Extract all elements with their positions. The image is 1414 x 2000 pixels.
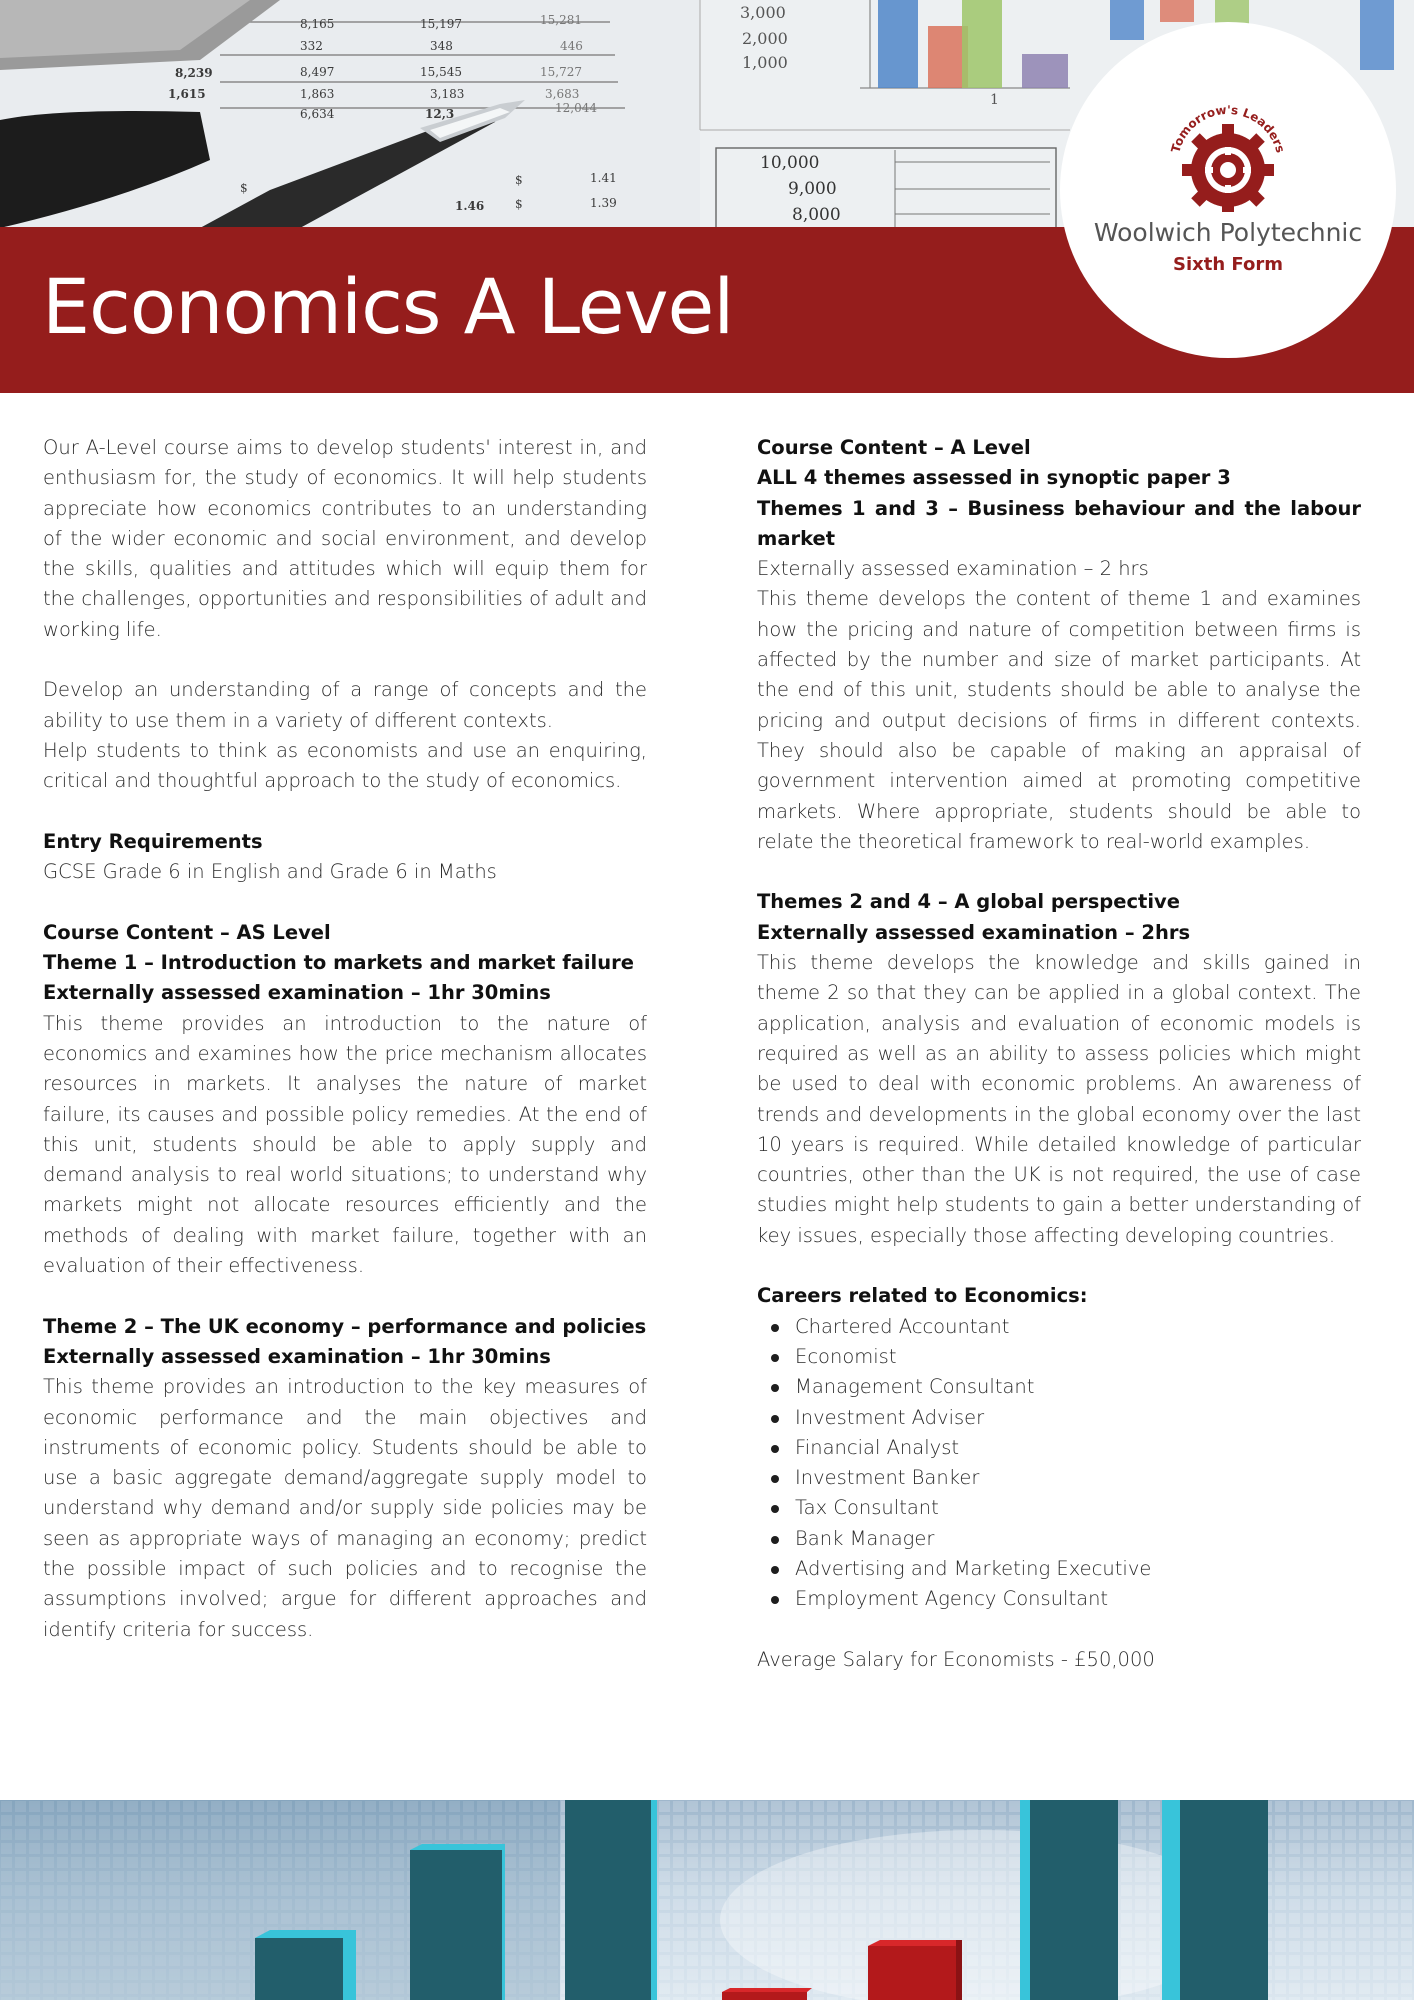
- photo-number: 3,683: [545, 87, 580, 101]
- careers-heading: Careers related to Economics:: [757, 1284, 1088, 1308]
- photo-number: 15,727: [540, 65, 582, 79]
- logo-school-name: Woolwich Polytechnic: [1093, 218, 1363, 247]
- list-item: Advertising and Marketing Executive: [795, 1554, 1361, 1584]
- photo-number: 12,3: [425, 107, 455, 121]
- photo-number: 1,863: [300, 87, 335, 101]
- a-level-heading: Course Content – A Level: [757, 436, 1031, 459]
- photo-number: $: [515, 173, 523, 187]
- intro-paragraph: Our A-Level course aims to develop students' interest in, and enthusiasm for, the study of economics. It will help students appreciate how economics contributes to an understanding of the wider economic and social environment, and develop the skills, qualities and attitudes which will equip them for the challenges, opportunities and responsibilities of adult and working life.: [43, 436, 647, 641]
- photo-number: 1: [990, 92, 999, 108]
- theme-2-description: This theme provides an introduction to the key measures of economic performance and the main objectives and instruments of economic policy. Students should be able to use a basic aggregate demand/aggregate supply model to understand why demand and/or supply side policies may be seen as appropriate ways of managing an economy; predict the possible impact of such policies and to recognise the assumptions involved; argue for different approaches and identify criteria for success.: [43, 1375, 647, 1641]
- photo-number: $: [515, 197, 523, 211]
- synoptic-paper-note: ALL 4 themes assessed in synoptic paper 3: [757, 466, 1231, 490]
- photo-number: 1.39: [590, 196, 617, 210]
- theme-2-exam: Externally assessed examination – 1hr 30mins: [43, 1344, 551, 1368]
- photo-number: 15,545: [420, 65, 462, 79]
- photo-number: 332: [300, 39, 323, 53]
- photo-number: 3,000: [740, 3, 786, 22]
- photo-number: 3,183: [430, 87, 465, 101]
- list-item: Financial Analyst: [795, 1433, 1361, 1463]
- footer-chart-image: [0, 1800, 1414, 2000]
- photo-number: 1,615: [168, 87, 206, 101]
- list-item: Management Consultant: [795, 1372, 1361, 1402]
- list-item: Tax Consultant: [795, 1493, 1361, 1523]
- list-item: Investment Banker: [795, 1463, 1361, 1493]
- school-logo: [1060, 22, 1396, 358]
- themes-1-3-description: This theme develops the content of theme 1 and examines how the pricing and nature of competition between firms is affected by the number and size of market participants. At the end of this unit, students should be able to analyse the pricing and output decisions of firms in different contexts. They should also be capable of making an appraisal of government intervention aimed at promoting competitive markets. Where appropriate, students should be able to relate the theoretical framework to real-world examples.: [757, 587, 1361, 853]
- photo-number: 348: [430, 39, 453, 53]
- entry-requirements-heading: Entry Requirements: [43, 829, 263, 853]
- theme-2-heading: Theme 2 – The UK economy – performance and policies: [43, 1314, 647, 1338]
- careers-list: [757, 1312, 1361, 1615]
- intro-paragraph: Develop an understanding of a range of concepts and the ability to use them in a variety of different contexts.: [43, 678, 647, 732]
- list-item: Chartered Accountant: [795, 1312, 1361, 1342]
- photo-number: $: [240, 181, 248, 195]
- list-item: Investment Adviser: [795, 1403, 1361, 1433]
- average-salary: Average Salary for Economists - £50,000: [757, 1647, 1155, 1671]
- photo-number: 15,197: [420, 17, 462, 31]
- photo-number: 9,000: [788, 179, 837, 199]
- photo-number: 2,000: [742, 29, 788, 48]
- themes-1-3-heading: Themes 1 and 3 – Business behaviour and the labour market: [757, 496, 1361, 550]
- themes-2-4-heading: Themes 2 and 4 – A global perspective: [757, 890, 1180, 914]
- logo-subtitle: Sixth Form: [1173, 254, 1283, 275]
- photo-number: 15,281: [540, 13, 582, 27]
- photo-number: 8,000: [792, 205, 841, 225]
- gear-icon: [1164, 102, 1292, 212]
- intro-paragraph: Help students to think as economists and use an enquiring, critical and thoughtful approach to the study of economics.: [43, 738, 647, 793]
- photo-number: 446: [560, 39, 583, 53]
- right-column: [757, 433, 1361, 1675]
- entry-requirements-text: GCSE Grade 6 in English and Grade 6 in Maths: [43, 860, 497, 884]
- page-title: Economics A Level: [42, 262, 734, 351]
- bar-graph-illustration: [0, 1800, 1414, 2000]
- list-item: Economist: [795, 1342, 1361, 1372]
- photo-number: 10,000: [760, 153, 820, 173]
- photo-number: 1.46: [455, 199, 485, 213]
- list-item: Employment Agency Consultant: [795, 1584, 1361, 1614]
- theme-1-exam: Externally assessed examination – 1hr 30mins: [43, 981, 551, 1005]
- photo-number: 8,239: [175, 66, 213, 80]
- photo-number: 6,634: [300, 107, 335, 121]
- logo-arc-text: Tomorrow's Leaders: [1168, 102, 1288, 155]
- photo-number: 12,044: [555, 101, 597, 115]
- photo-number: 1.41: [590, 171, 617, 185]
- photo-number: 8,497: [300, 65, 335, 79]
- photo-number: 1,000: [742, 53, 788, 72]
- theme-1-heading: Theme 1 – Introduction to markets and market failure: [43, 951, 634, 975]
- themes-2-4-exam: Externally assessed examination – 2hrs: [757, 920, 1191, 944]
- theme-1-description: This theme provides an introduction to the nature of economics and examines how the price mechanism allocates resources in markets. It analyses the nature of market failure, its causes and possible policy remedies. At the end of this unit, students should be able to apply supply and demand analysis to real world situations; to understand why markets might not allocate resources efficiently and the methods of dealing with market failure, together with an evaluation of their effectiveness.: [43, 1011, 647, 1278]
- as-level-heading: Course Content – AS Level: [43, 920, 331, 944]
- left-column: [43, 433, 647, 1645]
- photo-number: 8,165: [300, 17, 335, 31]
- themes-2-4-description: This theme develops the knowledge and skills gained in theme 2 so that they can be applied in a global context. The application, analysis and evaluation of economic models is required as well as an ability to assess policies which might be used to deal with economic problems. An awareness of trends and developments in the global economy over the last 10 years is required. While detailed knowledge of particular countries, other than the UK is not required, the use of case studies might help students to gain a better understanding of key issues, especially those affecting developing countries.: [757, 951, 1361, 1247]
- list-item: Bank Manager: [795, 1524, 1361, 1554]
- themes-1-3-exam: Externally assessed examination – 2 hrs: [757, 557, 1149, 581]
